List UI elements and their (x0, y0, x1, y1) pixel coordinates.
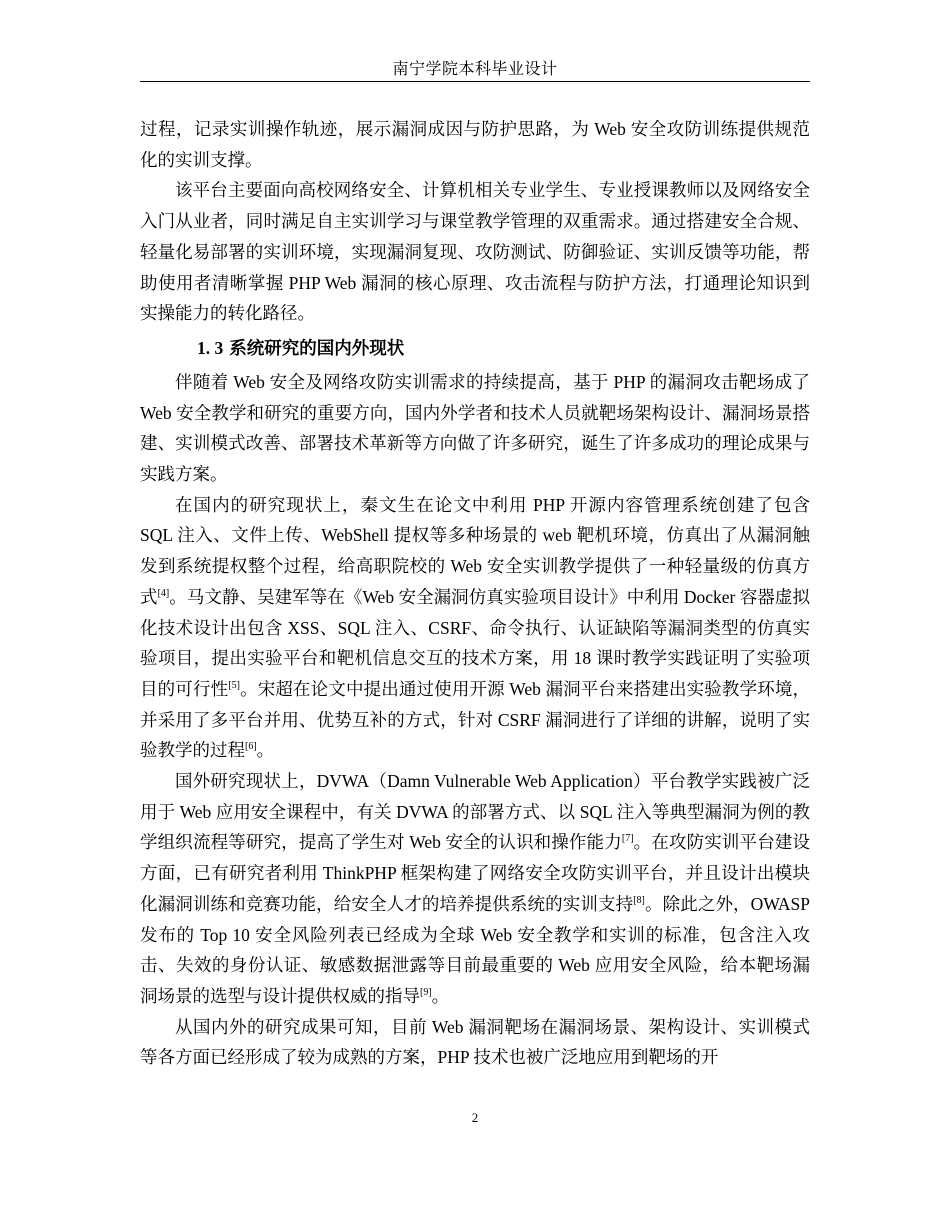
section-title: 系统研究的国内外现状 (229, 337, 405, 358)
citation: [7] (621, 833, 634, 845)
paragraph-domestic-research (140, 490, 810, 766)
text-segment: 在国内的研究现状上，秦文生在论文中利用 PHP 开源内容管理系统创建了包含 SQL 注入、文件上传、WebShell 提权等多种场景的 web 靶机环境，仿真出了从漏洞触发到系统提权整个过程，给高职院校的 Web 安全实训教学提供了一种轻量级的仿真方式 (140, 494, 810, 607)
paragraph-platform-audience: 该平台主要面向高校网络安全、计算机相关专业学生、专业授课教师以及网络安全入门从业者，同时满足自主实训学习与课堂教学管理的双重需求。通过搭建安全合规、轻量化易部署的实训环境，实现漏洞复现、攻防测试、防御验证、实训反馈等功能，帮助使用者清晰掌握 PHP Web 漏洞的核心原理、攻击流程与防护方法，打通理论知识到实操能力的转化路径。 (140, 180, 810, 324)
text-segment: 国外研究现状上，DVWA（Damn Vulnerable Web Application）平台教学实践被广泛用于 Web 应用安全课程中，有关 DVWA 的部署方式、以 SQL 注入等典型漏洞为例的教学组织流程等研究，提高了学生对 Web 安全的认识和操作能力 (140, 771, 810, 853)
text-segment: 。除此之外，OWASP 发布的 Top 10 安全风险列表已经成为全球 Web 安全教学和实训的标准，包含注入攻击、失效的身份认证、敏感数据泄露等目前最重要的 Web 应用安全风险，给本靶场漏洞场景的选型与设计提供权威的指导 (140, 893, 810, 1006)
page-number: 2 (471, 1110, 479, 1125)
citation: [6] (245, 741, 257, 753)
header-rule (140, 81, 810, 82)
text-segment: 。在攻防实训平台建设方面，已有研究者利用 ThinkPHP 框架构建了网络安全攻防实训平台，并且设计出模块化漏洞训练和竞赛功能，给安全人才的培养提供系统的实训支持 (140, 832, 811, 914)
running-header: 南宁学院本科毕业设计 (392, 61, 558, 78)
paragraph-summary: 从国内外的研究成果可知，目前 Web 漏洞靶场在漏洞场景、架构设计、实训模式等各方面已经形成了较为成熟的方案，PHP 技术也被广泛地应用到靶场的开 (140, 1016, 810, 1068)
citation: [5] (228, 680, 240, 692)
section-heading (140, 329, 810, 367)
text-segment: 。马文静、吴建军等在《Web 安全漏洞仿真实验项目设计》中利用 Docker 容器虚拟化技术设计出包含 XSS、SQL 注入、CSRF、命令执行、认证缺陷等漏洞类型的仿真实验项目，提出实验平台和靶机信息交互的技术方案，用 18 课时教学实践证明了实验项目的可行性 (140, 586, 810, 699)
paragraph-research-overview: 伴随着 Web 安全及网络攻防实训需求的持续提高，基于 PHP 的漏洞攻击靶场成了 Web 安全教学和研究的重要方向，国内外学者和技术人员就靶场架构设计、漏洞场景搭建、实训模式改善、部署技术革新等方向做了许多研究，诞生了许多成功的理论成果与实践方案。 (140, 371, 810, 485)
section-number: 1. 3 (197, 337, 224, 358)
body-text (140, 114, 810, 1073)
text-segment: 。 (256, 740, 275, 761)
citation: [4] (157, 588, 170, 600)
paragraph-foreign-research (140, 766, 810, 1012)
paragraph-continuation: 过程，记录实训操作轨迹，展示漏洞成因与防护思路，为 Web 安全攻防训练提供规范化的实训支撑。 (140, 119, 810, 170)
text-segment: 。 (431, 985, 450, 1006)
citation: [9] (420, 987, 432, 999)
citation: [8] (633, 895, 645, 907)
text-segment: 。宋超在论文中提出通过使用开源 Web 漏洞平台来搭建出实验教学环境，并采用了多平台并用、优势互补的方式，针对 CSRF 漏洞进行了详细的讲解，说明了实验教学的过程 (140, 678, 811, 761)
